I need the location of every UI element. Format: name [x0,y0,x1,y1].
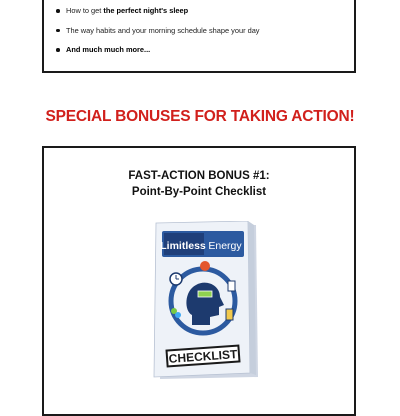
feature-item: And much much more... [66,45,354,54]
book-cover-illustration [148,221,260,381]
bonuses-heading: SPECIAL BONUSES FOR TAKING ACTION! [45,108,355,125]
alarm-icon [200,261,210,271]
bonus-title [44,168,354,200]
feature-list [44,0,354,54]
phone-icon [228,281,235,291]
feature-item: How to get the perfect night's sleep [66,6,354,15]
cover-brand-word1: Limitless [160,240,206,252]
stamp-label: CHECKLIST [168,347,238,366]
cover-brand-word2: Energy [208,240,242,252]
bonus-title-line1: FAST-ACTION BONUS #1: [128,170,270,182]
bonus-box [42,146,356,416]
battery-icon [198,291,212,297]
feature-item: The way habits and your morning schedule shape your day [66,26,354,35]
drink-icon [226,309,233,320]
checklist-cover-image [148,221,260,381]
features-box [42,0,356,73]
bonus-title-line2: Point-By-Point Checklist [131,186,267,198]
